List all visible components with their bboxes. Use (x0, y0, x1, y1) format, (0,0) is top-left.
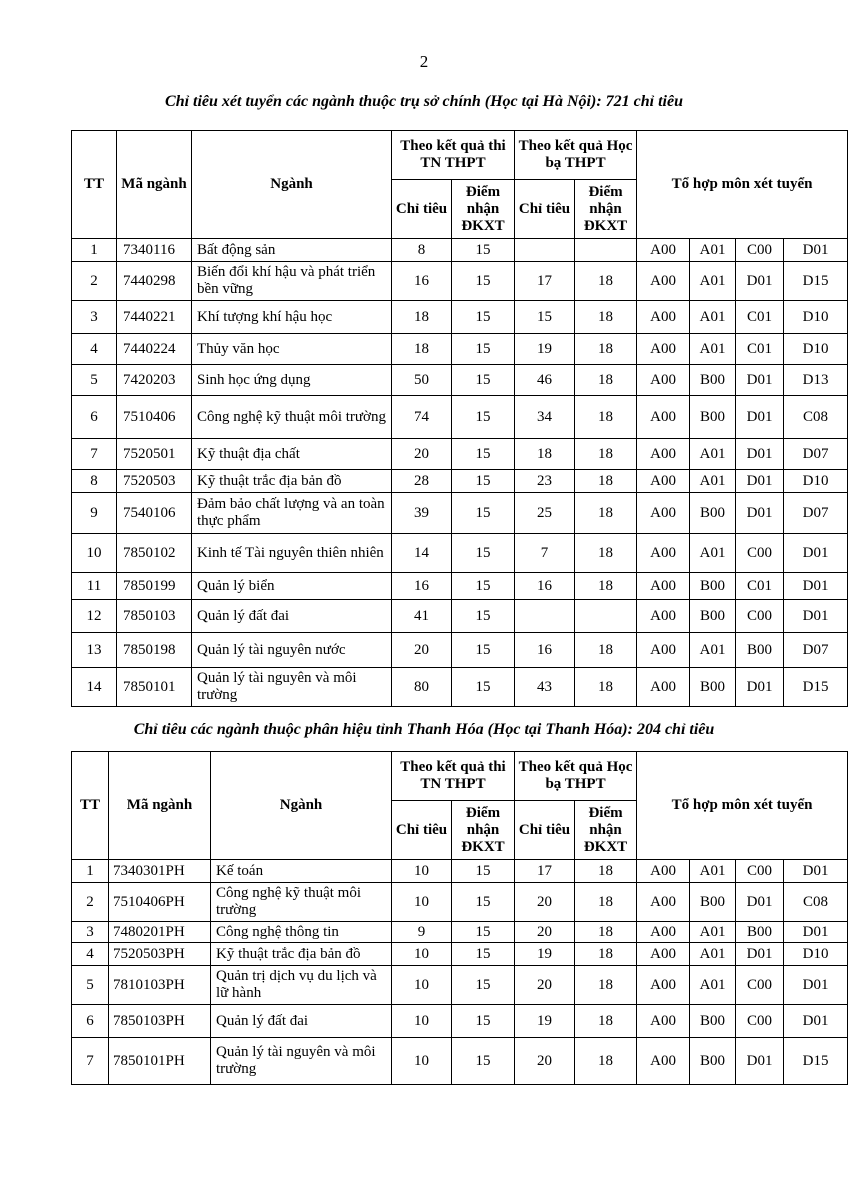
major-name-cell: Quản lý biển (192, 573, 392, 600)
combo-cell: D01 (736, 668, 784, 707)
hocba-score-cell: 18 (575, 668, 637, 707)
combo-cell: A01 (690, 334, 736, 365)
thpt-score-cell: 15 (452, 365, 515, 396)
thpt-quota-cell: 18 (392, 334, 452, 365)
combo-cell: A01 (690, 470, 736, 493)
thpt-quota-cell: 20 (392, 633, 452, 668)
header-thpt-score: Điểm nhận ĐKXT (452, 801, 515, 860)
hocba-score-cell: 18 (575, 470, 637, 493)
combo-cell: D10 (784, 334, 848, 365)
major-code-cell: 7440298 (117, 262, 192, 301)
page-number: 2 (419, 52, 429, 71)
thpt-score-cell: 15 (452, 1038, 515, 1085)
header-thpt-quota: Chỉ tiêu (392, 180, 452, 239)
combo-cell: B00 (736, 922, 784, 943)
combo-cell: D01 (784, 1005, 848, 1038)
combo-cell: A00 (637, 860, 690, 883)
combo-cell: A00 (637, 396, 690, 439)
combo-cell: D01 (736, 943, 784, 966)
major-code-cell: 7440224 (117, 334, 192, 365)
combo-cell: A00 (637, 943, 690, 966)
major-name-cell: Sinh học ứng dụng (192, 365, 392, 396)
combo-cell: B00 (690, 396, 736, 439)
combo-cell: C00 (736, 600, 784, 633)
header-hocba-group: Theo kết quả Học bạ THPT (515, 131, 637, 180)
table-row (72, 966, 848, 1005)
header-code: Mã ngành (117, 131, 192, 239)
hocba-quota-cell: 19 (515, 943, 575, 966)
table-row (72, 334, 848, 365)
combo-cell: B00 (690, 365, 736, 396)
row-number-cell: 7 (72, 439, 117, 470)
hocba-score-cell: 18 (575, 493, 637, 534)
combo-cell: D07 (784, 493, 848, 534)
hocba-quota-cell: 23 (515, 470, 575, 493)
table-row (72, 860, 848, 883)
major-code-cell: 7520503PH (109, 943, 211, 966)
major-name-cell: Quản lý tài nguyên và môi trường (211, 1038, 392, 1085)
table-row (72, 883, 848, 922)
combo-cell: A01 (690, 239, 736, 262)
combo-cell: D01 (784, 860, 848, 883)
combo-cell: D07 (784, 633, 848, 668)
major-code-cell: 7810103PH (109, 966, 211, 1005)
major-code-cell: 7510406 (117, 396, 192, 439)
thpt-quota-cell: 10 (392, 1005, 452, 1038)
combo-cell: D01 (736, 365, 784, 396)
quota-table-hanoi-body (72, 239, 848, 707)
hocba-score-cell: 18 (575, 534, 637, 573)
major-code-cell: 7480201PH (109, 922, 211, 943)
table-row (72, 239, 848, 262)
hocba-quota-cell: 19 (515, 334, 575, 365)
combo-cell: A00 (637, 493, 690, 534)
hocba-score-cell: 18 (575, 439, 637, 470)
combo-cell: A00 (637, 966, 690, 1005)
combo-cell: D10 (784, 301, 848, 334)
header-thpt-group: Theo kết quả thi TN THPT (392, 131, 515, 180)
thpt-score-cell: 15 (452, 439, 515, 470)
major-name-cell: Quản lý tài nguyên nước (192, 633, 392, 668)
combo-cell: D01 (736, 883, 784, 922)
combo-cell: B00 (690, 1005, 736, 1038)
hocba-score-cell: 18 (575, 883, 637, 922)
thpt-quota-cell: 74 (392, 396, 452, 439)
thpt-quota-cell: 18 (392, 301, 452, 334)
combo-cell: D15 (784, 668, 848, 707)
thpt-score-cell: 15 (452, 966, 515, 1005)
thpt-quota-cell: 16 (392, 573, 452, 600)
hocba-quota-cell: 20 (515, 883, 575, 922)
major-code-cell: 7440221 (117, 301, 192, 334)
combo-cell: B00 (736, 633, 784, 668)
row-number-cell: 10 (72, 534, 117, 573)
combo-cell: A01 (690, 633, 736, 668)
major-name-cell: Đảm bảo chất lượng và an toàn thực phẩm (192, 493, 392, 534)
major-code-cell: 7850101PH (109, 1038, 211, 1085)
combo-cell: A01 (690, 943, 736, 966)
thpt-quota-cell: 28 (392, 470, 452, 493)
major-code-cell: 7420203 (117, 365, 192, 396)
row-number-cell: 4 (72, 334, 117, 365)
table-row (72, 396, 848, 439)
row-number-cell: 13 (72, 633, 117, 668)
table-row (72, 573, 848, 600)
header-hocba-quota: Chỉ tiêu (515, 801, 575, 860)
thpt-quota-cell: 10 (392, 966, 452, 1005)
combo-cell: A00 (637, 600, 690, 633)
combo-cell: A01 (690, 262, 736, 301)
hocba-quota-cell: 16 (515, 573, 575, 600)
thpt-score-cell: 15 (452, 860, 515, 883)
row-number-cell: 7 (72, 1038, 109, 1085)
combo-cell: A00 (637, 573, 690, 600)
major-code-cell: 7850103 (117, 600, 192, 633)
hocba-score-cell: 18 (575, 301, 637, 334)
hocba-score-cell: 18 (575, 334, 637, 365)
major-name-cell: Khí tượng khí hậu học (192, 301, 392, 334)
hocba-score-cell: 18 (575, 262, 637, 301)
header-major: Ngành (211, 752, 392, 860)
combo-cell: C01 (736, 301, 784, 334)
hocba-quota-cell: 46 (515, 365, 575, 396)
hocba-score-cell (575, 239, 637, 262)
quota-table-hanoi (71, 130, 848, 707)
thpt-quota-cell: 8 (392, 239, 452, 262)
thpt-quota-cell: 20 (392, 439, 452, 470)
hocba-quota-cell: 17 (515, 262, 575, 301)
combo-cell: D01 (736, 439, 784, 470)
hocba-quota-cell: 15 (515, 301, 575, 334)
combo-cell: D01 (736, 1038, 784, 1085)
hocba-quota-cell: 18 (515, 439, 575, 470)
row-number-cell: 3 (72, 922, 109, 943)
hocba-quota-cell: 20 (515, 966, 575, 1005)
hocba-score-cell (575, 600, 637, 633)
hocba-score-cell: 18 (575, 860, 637, 883)
quota-table-thanhhoa-body (72, 860, 848, 1085)
hocba-quota-cell: 34 (515, 396, 575, 439)
major-code-cell: 7340116 (117, 239, 192, 262)
major-name-cell: Thủy văn học (192, 334, 392, 365)
hocba-quota-cell: 16 (515, 633, 575, 668)
combo-cell: D01 (736, 262, 784, 301)
major-code-cell: 7850103PH (109, 1005, 211, 1038)
table-row (72, 534, 848, 573)
major-name-cell: Kỹ thuật trắc địa bản đồ (211, 943, 392, 966)
thpt-score-cell: 15 (452, 668, 515, 707)
major-name-cell: Công nghệ kỹ thuật môi trường (211, 883, 392, 922)
hocba-score-cell: 18 (575, 1038, 637, 1085)
table-row (72, 262, 848, 301)
combo-cell: D01 (784, 573, 848, 600)
hocba-quota-cell: 19 (515, 1005, 575, 1038)
thpt-score-cell: 15 (452, 573, 515, 600)
row-number-cell: 5 (72, 966, 109, 1005)
combo-cell: A01 (690, 439, 736, 470)
combo-cell: C08 (784, 396, 848, 439)
combo-cell: A01 (690, 301, 736, 334)
combo-cell: D01 (736, 470, 784, 493)
major-name-cell: Quản lý đất đai (192, 600, 392, 633)
combo-cell: D01 (736, 396, 784, 439)
row-number-cell: 11 (72, 573, 117, 600)
combo-cell: B00 (690, 493, 736, 534)
hocba-score-cell: 18 (575, 966, 637, 1005)
combo-cell: C00 (736, 966, 784, 1005)
thpt-quota-cell: 10 (392, 883, 452, 922)
combo-cell: A01 (690, 922, 736, 943)
thpt-quota-cell: 80 (392, 668, 452, 707)
combo-cell: D10 (784, 470, 848, 493)
header-thpt-quota: Chỉ tiêu (392, 801, 452, 860)
header-thpt-group: Theo kết quả thi TN THPT (392, 752, 515, 801)
combo-cell: A00 (637, 633, 690, 668)
header-hocba-group: Theo kết quả Học bạ THPT (515, 752, 637, 801)
major-code-cell: 7520503 (117, 470, 192, 493)
major-name-cell: Quản lý tài nguyên và môi trường (192, 668, 392, 707)
combo-cell: C08 (784, 883, 848, 922)
hocba-quota-cell: 20 (515, 922, 575, 943)
combo-cell: A00 (637, 239, 690, 262)
combo-cell: D15 (784, 1038, 848, 1085)
thpt-quota-cell: 41 (392, 600, 452, 633)
table-row (72, 943, 848, 966)
row-number-cell: 14 (72, 668, 117, 707)
thpt-quota-cell: 10 (392, 943, 452, 966)
major-code-cell: 7850198 (117, 633, 192, 668)
thpt-score-cell: 15 (452, 334, 515, 365)
thpt-score-cell: 15 (452, 396, 515, 439)
combo-cell: D01 (784, 534, 848, 573)
major-code-cell: 7520501 (117, 439, 192, 470)
thpt-score-cell: 15 (452, 600, 515, 633)
section1-caption: Chỉ tiêu xét tuyển các ngành thuộc trụ sở chính (Học tại Hà Nội): 721 chỉ tiêu (165, 93, 683, 110)
combo-cell: A00 (637, 922, 690, 943)
major-name-cell: Biến đổi khí hậu và phát triển bền vững (192, 262, 392, 301)
major-code-cell: 7850102 (117, 534, 192, 573)
hocba-quota-cell: 17 (515, 860, 575, 883)
hocba-quota-cell (515, 239, 575, 262)
row-number-cell: 6 (72, 396, 117, 439)
header-combos: Tổ hợp môn xét tuyển (637, 752, 848, 860)
section2-caption: Chỉ tiêu các ngành thuộc phân hiệu tỉnh Thanh Hóa (Học tại Thanh Hóa): 204 chỉ tiêu (133, 721, 715, 738)
hocba-quota-cell: 20 (515, 1038, 575, 1085)
row-number-cell: 5 (72, 365, 117, 396)
table-row (72, 600, 848, 633)
hocba-score-cell: 18 (575, 943, 637, 966)
combo-cell: D01 (784, 600, 848, 633)
combo-cell: D07 (784, 439, 848, 470)
major-code-cell: 7340301PH (109, 860, 211, 883)
header-hocba-quota: Chỉ tiêu (515, 180, 575, 239)
combo-cell: A01 (690, 860, 736, 883)
combo-cell: A01 (690, 534, 736, 573)
major-code-cell: 7850101 (117, 668, 192, 707)
combo-cell: A00 (637, 1038, 690, 1085)
combo-cell: A00 (637, 262, 690, 301)
row-number-cell: 12 (72, 600, 117, 633)
hocba-quota-cell: 43 (515, 668, 575, 707)
combo-cell: A00 (637, 334, 690, 365)
major-name-cell: Kỹ thuật địa chất (192, 439, 392, 470)
major-name-cell: Công nghệ kỹ thuật môi trường (192, 396, 392, 439)
header-thpt-score: Điểm nhận ĐKXT (452, 180, 515, 239)
thpt-quota-cell: 10 (392, 860, 452, 883)
major-name-cell: Kỹ thuật trắc địa bản đồ (192, 470, 392, 493)
thpt-score-cell: 15 (452, 239, 515, 262)
table-row (72, 1038, 848, 1085)
combo-cell: B00 (690, 573, 736, 600)
combo-cell: A00 (637, 470, 690, 493)
combo-cell: C00 (736, 1005, 784, 1038)
combo-cell: A00 (637, 301, 690, 334)
table-row (72, 493, 848, 534)
combo-cell: D01 (784, 239, 848, 262)
thpt-score-cell: 15 (452, 262, 515, 301)
hocba-score-cell: 18 (575, 396, 637, 439)
hocba-score-cell: 18 (575, 633, 637, 668)
hocba-score-cell: 18 (575, 365, 637, 396)
thpt-quota-cell: 14 (392, 534, 452, 573)
thpt-score-cell: 15 (452, 943, 515, 966)
combo-cell: B00 (690, 668, 736, 707)
row-number-cell: 4 (72, 943, 109, 966)
header-tt: TT (72, 131, 117, 239)
combo-cell: C00 (736, 860, 784, 883)
combo-cell: D01 (736, 493, 784, 534)
combo-cell: B00 (690, 1038, 736, 1085)
hocba-score-cell: 18 (575, 1005, 637, 1038)
major-name-cell: Quản lý đất đai (211, 1005, 392, 1038)
header-hocba-score: Điểm nhận ĐKXT (575, 801, 637, 860)
combo-cell: C01 (736, 573, 784, 600)
major-name-cell: Kinh tế Tài nguyên thiên nhiên (192, 534, 392, 573)
combo-cell: C01 (736, 334, 784, 365)
combo-cell: C00 (736, 534, 784, 573)
row-number-cell: 3 (72, 301, 117, 334)
header-tt: TT (72, 752, 109, 860)
row-number-cell: 1 (72, 239, 117, 262)
hocba-quota-cell: 25 (515, 493, 575, 534)
hocba-quota-cell: 7 (515, 534, 575, 573)
table-row (72, 439, 848, 470)
major-name-cell: Bất động sản (192, 239, 392, 262)
major-code-cell: 7540106 (117, 493, 192, 534)
quota-table-thanhhoa (71, 751, 848, 1085)
table-row (72, 365, 848, 396)
header-code: Mã ngành (109, 752, 211, 860)
row-number-cell: 2 (72, 262, 117, 301)
combo-cell: D01 (784, 966, 848, 1005)
row-number-cell: 9 (72, 493, 117, 534)
major-name-cell: Quản trị dịch vụ du lịch và lữ hành (211, 966, 392, 1005)
combo-cell: D13 (784, 365, 848, 396)
table-row (72, 301, 848, 334)
major-name-cell: Công nghệ thông tin (211, 922, 392, 943)
major-name-cell: Kế toán (211, 860, 392, 883)
thpt-score-cell: 15 (452, 883, 515, 922)
combo-cell: B00 (690, 600, 736, 633)
thpt-score-cell: 15 (452, 922, 515, 943)
row-number-cell: 8 (72, 470, 117, 493)
thpt-score-cell: 15 (452, 493, 515, 534)
thpt-quota-cell: 10 (392, 1038, 452, 1085)
major-code-cell: 7510406PH (109, 883, 211, 922)
header-major: Ngành (192, 131, 392, 239)
hocba-quota-cell (515, 600, 575, 633)
table-row (72, 470, 848, 493)
combo-cell: D15 (784, 262, 848, 301)
combo-cell: A00 (637, 365, 690, 396)
hocba-score-cell: 18 (575, 573, 637, 600)
thpt-quota-cell: 50 (392, 365, 452, 396)
combo-cell: A00 (637, 534, 690, 573)
table-row (72, 633, 848, 668)
table-row (72, 668, 848, 707)
combo-cell: A00 (637, 1005, 690, 1038)
thpt-score-cell: 15 (452, 633, 515, 668)
thpt-quota-cell: 9 (392, 922, 452, 943)
hocba-score-cell: 18 (575, 922, 637, 943)
thpt-quota-cell: 16 (392, 262, 452, 301)
header-combos: Tổ hợp môn xét tuyển (637, 131, 848, 239)
thpt-score-cell: 15 (452, 534, 515, 573)
header-hocba-score: Điểm nhận ĐKXT (575, 180, 637, 239)
combo-cell: C00 (736, 239, 784, 262)
thpt-quota-cell: 39 (392, 493, 452, 534)
row-number-cell: 2 (72, 883, 109, 922)
row-number-cell: 6 (72, 1005, 109, 1038)
thpt-score-cell: 15 (452, 301, 515, 334)
combo-cell: A00 (637, 668, 690, 707)
thpt-score-cell: 15 (452, 1005, 515, 1038)
thpt-score-cell: 15 (452, 470, 515, 493)
combo-cell: D10 (784, 943, 848, 966)
combo-cell: B00 (690, 883, 736, 922)
combo-cell: A00 (637, 883, 690, 922)
table-row (72, 1005, 848, 1038)
row-number-cell: 1 (72, 860, 109, 883)
combo-cell: A01 (690, 966, 736, 1005)
combo-cell: D01 (784, 922, 848, 943)
combo-cell: A00 (637, 439, 690, 470)
major-code-cell: 7850199 (117, 573, 192, 600)
table-row (72, 922, 848, 943)
